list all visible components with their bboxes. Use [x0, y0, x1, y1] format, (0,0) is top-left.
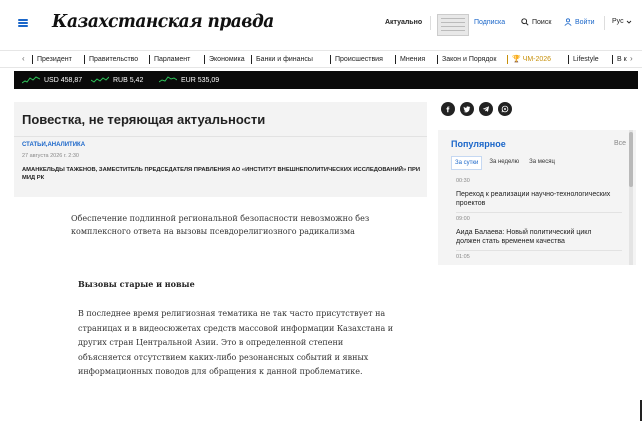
popular-all-link[interactable]: Все: [614, 140, 627, 147]
ticker-eur: [159, 71, 219, 89]
nav-next-icon[interactable]: ›: [630, 54, 633, 63]
popular-scrollbar-thumb[interactable]: [629, 132, 633, 187]
nav-prev-icon[interactable]: ‹: [22, 54, 25, 63]
ticker-eur-value: EUR 535,09: [181, 76, 220, 84]
search-icon: [521, 18, 529, 26]
nav-item-opinions[interactable]: Мнения: [395, 55, 425, 64]
popular-item-time: 09:00: [456, 216, 470, 222]
article-category[interactable]: СТАТЬИ,АНАЛИТИКА: [22, 142, 86, 148]
newspaper-thumbnail[interactable]: [437, 14, 469, 36]
article-header: [14, 102, 427, 197]
tab-week[interactable]: За неделю: [489, 159, 520, 165]
menu-icon[interactable]: [18, 19, 28, 27]
sparkline-icon: [91, 75, 109, 85]
user-icon: [564, 18, 572, 26]
whatsapp-icon: [501, 105, 509, 113]
site-header: [0, 0, 642, 48]
sparkline-icon: [22, 75, 40, 85]
divider: [604, 16, 605, 30]
nav-item-worldcup-label: ЧМ-2026: [522, 56, 552, 63]
currency-ticker: [14, 71, 638, 89]
nav-item-incidents[interactable]: Происшествия: [330, 55, 383, 64]
article-lead: Обеспечение подлинной региональной безопасности невозможно без комплексного ответа на вызовы псевдорелигиозного радикализма: [71, 214, 370, 236]
article-subheading: Вызовы старые и новые: [78, 279, 195, 289]
actual-link[interactable]: Актуально: [385, 19, 423, 26]
tab-day[interactable]: За сутки: [451, 156, 482, 170]
share-telegram-button[interactable]: [479, 102, 493, 116]
sparkline-icon: [159, 75, 177, 85]
ticker-usd: [22, 71, 82, 89]
search-label: Поиск: [532, 18, 552, 26]
login-label: Войти: [575, 18, 595, 26]
trophy-icon: 🏆: [512, 56, 521, 63]
divider: [430, 16, 431, 30]
popular-item-time: 01:05: [456, 254, 470, 260]
article-title: Повестка, не теряющая актуальности: [22, 112, 266, 127]
share-twitter-button[interactable]: [460, 102, 474, 116]
nav-item-more[interactable]: В к: [612, 55, 627, 64]
language-label: Рус: [612, 18, 624, 25]
language-selector[interactable]: [612, 18, 632, 25]
divider: [456, 212, 622, 213]
nav-item-government[interactable]: Правительство: [84, 55, 138, 64]
popular-item-link[interactable]: Переход к реализации научно-технологических проектов: [456, 191, 611, 207]
divider: [456, 250, 622, 251]
section-nav: [0, 50, 642, 68]
divider: [14, 136, 427, 137]
popular-item-link[interactable]: Аида Балаева: Новый политический цикл должен стать временем качества: [456, 229, 592, 245]
tab-month[interactable]: За месяц: [529, 159, 555, 165]
nav-item-president[interactable]: Президент: [32, 55, 72, 64]
chevron-down-icon: [626, 19, 632, 25]
popular-widget: [438, 130, 636, 265]
nav-item-law[interactable]: Закон и Порядок: [437, 55, 496, 64]
search-button[interactable]: [521, 18, 551, 26]
nav-item-finance[interactable]: Банки и финансы: [251, 55, 313, 64]
article-paragraph: В последнее время религиозная тематика не так часто присутствует на страницах и в видеосюжетах средств массовой информации Казахстана и других стран Центральной Азии. Это в определенной степени объясняется отсутствием каких-либо резонансных событий и явных информационных поводов для обращения к данной проблематике.: [78, 309, 394, 376]
twitter-icon: [463, 105, 471, 113]
login-button[interactable]: [564, 18, 595, 26]
nav-item-parliament[interactable]: Парламент: [149, 55, 190, 64]
subscribe-link[interactable]: Подписка: [474, 19, 506, 26]
ticker-rub: [91, 71, 143, 89]
share-whatsapp-button[interactable]: [498, 102, 512, 116]
popular-item-time: 00:30: [456, 178, 470, 184]
popular-title: Популярное: [451, 139, 506, 149]
nav-item-economy[interactable]: Экономика: [204, 55, 245, 64]
telegram-icon: [482, 105, 490, 113]
article-date: 27 августа 2026 г. 2:30: [22, 153, 79, 159]
article-author: АМАНКЕЛЬДЫ ТАЖЕНОВ, ЗАМЕСТИТЕЛЬ ПРЕДСЕДАТЕЛЯ ПРАВЛЕНИЯ АО «ИНСТИТУТ ВНЕШНЕПОЛИТИЧЕСКИХ ИССЛЕДОВАНИЙ» ПРИ МИД РК: [22, 167, 420, 181]
site-logo[interactable]: Казахстанская правда: [52, 11, 274, 33]
facebook-icon: [444, 105, 452, 113]
nav-item-worldcup[interactable]: [507, 55, 551, 64]
share-facebook-button[interactable]: [441, 102, 455, 116]
nav-item-lifestyle[interactable]: Lifestyle: [568, 55, 599, 64]
popular-tabs: [451, 156, 558, 170]
ticker-usd-value: USD 458,87: [44, 76, 83, 84]
ticker-rub-value: RUB 5,42: [113, 76, 144, 84]
